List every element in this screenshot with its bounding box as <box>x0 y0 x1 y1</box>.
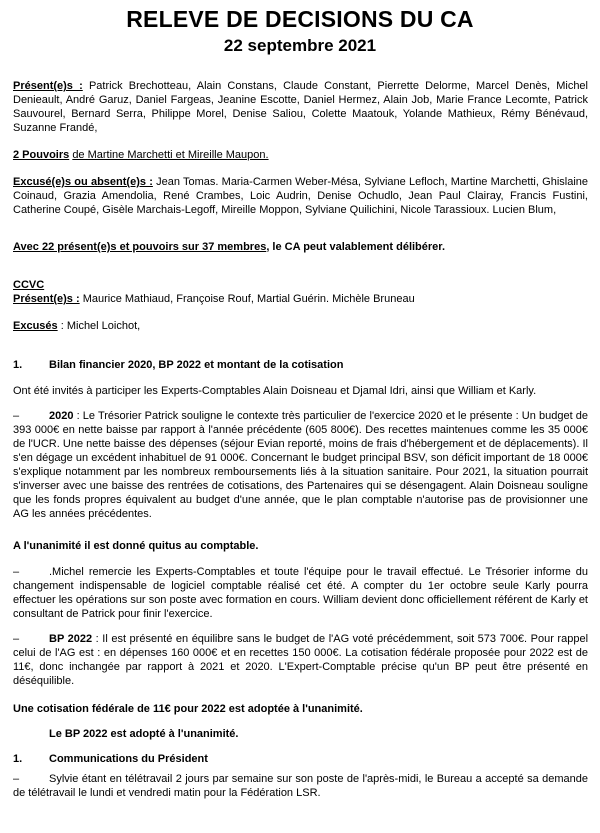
document-title: RELEVE DE DECISIONS DU CA <box>126 6 474 32</box>
section1-title: Bilan financier 2020, BP 2022 et montant de la cotisation <box>49 359 344 371</box>
ccvc-present-list: Maurice Mathiaud, Françoise Rouf, Martial Guérin. Michèle Bruneau <box>82 293 415 305</box>
section2-paragraph <box>13 772 588 800</box>
proxies-paragraph <box>13 148 588 162</box>
section2-text: Sylvie étant en télétravail 2 jours par semaine sur son poste de l'après-midi, le Bureau a accepté sa demande de télétravail le lundi et vendredi matin pour la Fédération LSR. <box>13 773 588 799</box>
proxies-label: 2 Pouvoirs <box>13 149 70 161</box>
michel-paragraph <box>13 565 588 621</box>
excused-paragraph <box>13 175 588 217</box>
decision-quitus: A l'unanimité il est donné quitus au comptable. <box>13 540 259 552</box>
excused-list: Jean Tomas. Maria-Carmen Weber-Mésa, Sylviane Lefloch, Martine Marchetti, Ghislaine Coinaud, Grazia Amendolia, René Crambes, Loic Audrin, Denise Ochudlo, Jean Paul Clairay, Francis Fustini, Catherine Coupé, Gisèle Marchais-Legoff, Mireille Moppon, Sylviane Quilichini, Nicole Tarassioux. Lucien Blum, <box>13 176 589 216</box>
section1-heading <box>13 358 588 372</box>
proxies-text: de Martine Marchetti et Mireille Maupon. <box>72 149 269 161</box>
present-label: Présent(e)s : <box>13 80 83 92</box>
ccvc-present-paragraph <box>13 292 588 306</box>
excused-label: Excusé(e)s ou absent(e)s : <box>13 176 153 188</box>
bp-2022-dash: – <box>13 633 20 645</box>
document-date: 22 septembre 2021 <box>223 36 377 55</box>
budget-2020-paragraph <box>13 409 588 521</box>
section2-dash: – <box>13 773 20 785</box>
bp-2022-text: : Il est présenté en équilibre sans le budget de l'AG voté précédemment, soit 573 700€. Pour rappel celui de l'AG est : en dépenses 160 000€ et en recettes 150 000€. La cotisation fédérale proposée pour 2022 est de 11€, donc inchangée par rapport à 2021 et 2020. L'Expert-Comptable précise qu'un BP peut être présenté en déséquilible. <box>13 633 589 687</box>
quorum-rest: , le CA peut valablement délibérer. <box>266 241 446 253</box>
michel-text: .Michel remercie les Experts-Comptables et toute l'équipe pour le travail effectué. Le Trésorier informe du changement indispensable de logiciel comptable réalisé cet été. A compter du 1er octobre seule Karly pourra effectuer les opérations sur son poste avec formation en cours. William devient donc officiellement référent de Karly et consultant de Patrick pour finir l'exercice. <box>13 566 588 620</box>
decision-cotisation: Une cotisation fédérale de 11€ pour 2022 est adoptée à l'unanimité. <box>13 703 363 715</box>
decision-bp-2022-text: Le BP 2022 est adopté à l'unanimité. <box>49 728 239 740</box>
budget-2020-label: 2020 <box>49 410 74 422</box>
bp-2022-paragraph <box>13 632 588 688</box>
ccvc-present-label: Présent(e)s : <box>13 293 80 305</box>
quorum-paragraph <box>13 240 588 254</box>
bp-2022-label: BP 2022 <box>49 633 93 645</box>
present-paragraph <box>13 79 588 135</box>
budget-2020-dash: – <box>13 410 20 422</box>
ccvc-heading: CCVC <box>13 279 45 291</box>
budget-2020-text: : Le Trésorier Patrick souligne le contexte très particulier de l'exercice 2020 et le présente : Un budget de 393 000€ en nette baisse par rapport à l'année précédente (605 800€). Des recettes maintenues comme les 35 000€ de l'UCR. Une nette baisse des dépenses (séjour Evian reporté, moins de frais d'hébergement et de déplacements). Il s'en dégage un excédent inhabituel de 91 000€. Concernant le budget principal BSV, son déficit important de 18 000€ s'explique notamment par les nombreux remboursements liés à la situation sanitaire. Pour 2021, la situation pourrait s'inverser avec une baisse des rentrées de cotisations, des Partenaires qui se désengagent. Alain Doisneau souligne que les fonds propres équivalent au budget d'une année, que le plan comptable n'autorise pas de provisionner une AG les années précédentes. <box>13 410 588 520</box>
present-list: Patrick Brechotteau, Alain Constans, Claude Constant, Pierrette Delorme, Marcel Denès, Michel Denieault, André Garuz, Daniel Fargeas, Jeanine Escotte, Daniel Hermez, Alain Job, Marie France Lecomte, Patrick Sauvourel, Bernard Serra, Philippe Morel, Denise Saliou, Colette Maatouk, Yolande Mathieux, Rémy Bénévaud, Suzanne Frandé, <box>13 80 588 134</box>
ccvc-excused-label: Excusés <box>13 320 58 332</box>
michel-dash: – <box>13 566 20 578</box>
decision-bp-2022 <box>13 727 588 741</box>
section1-number: 1. <box>13 359 23 371</box>
section2-heading <box>13 752 588 766</box>
quorum-label: Avec 22 présent(e)s et pouvoirs sur 37 membres <box>13 241 267 253</box>
section1-intro: Ont été invités à participer les Experts-Comptables Alain Doisneau et Djamal Idri, ainsi que William et Karly. <box>13 385 537 397</box>
section2-number: 1. <box>13 753 23 765</box>
section2-title: Communications du Président <box>49 753 208 765</box>
ccvc-excused-paragraph <box>13 319 588 333</box>
ccvc-excused-list: : Michel Loichot, <box>60 320 141 332</box>
